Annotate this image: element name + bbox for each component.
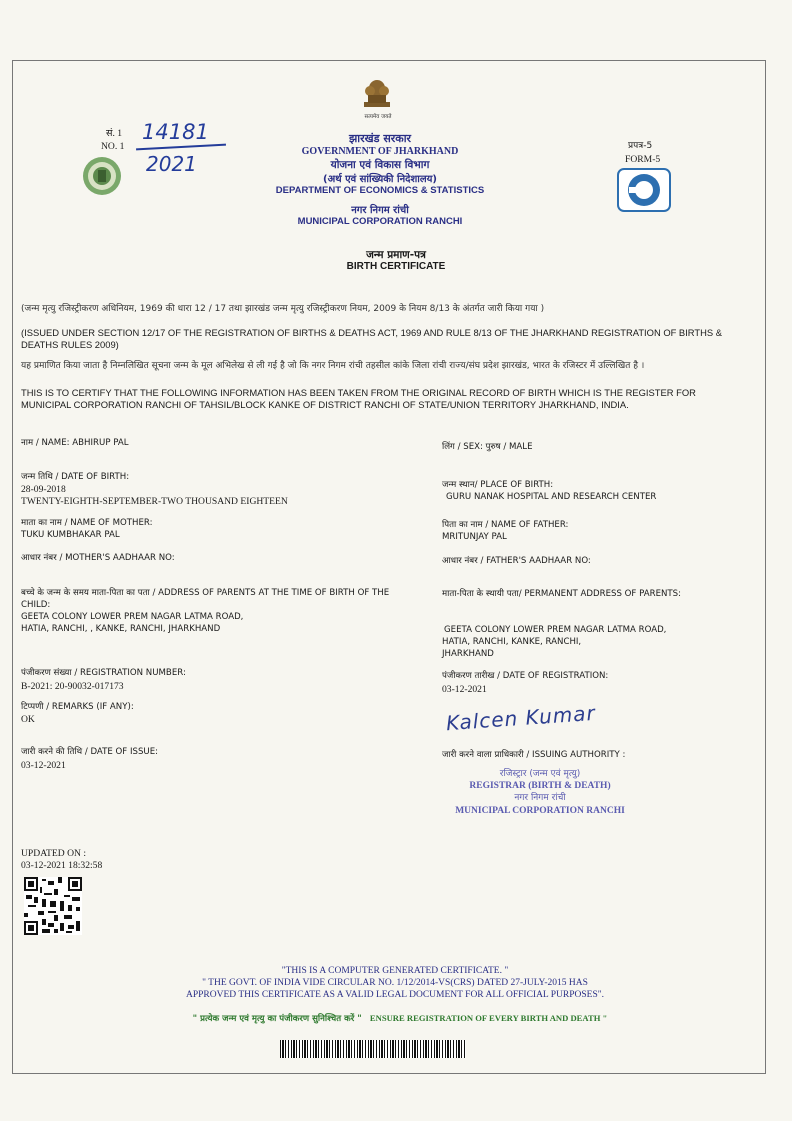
sex-value: पुरुष / MALE xyxy=(485,442,533,452)
crs-logo-icon xyxy=(617,168,671,212)
remarks-value: OK xyxy=(21,714,35,725)
signature: Kalcen Kumar xyxy=(445,700,597,736)
mother-label: माता का नाम / NAME OF MOTHER: xyxy=(21,518,153,528)
reg-no-value: B-2021: 20-90032-017173 xyxy=(21,681,124,692)
pob-label: जन्म स्थान/ PLACE OF BIRTH: xyxy=(442,480,554,490)
reg-no-label: पंजीकरण संख्या / REGISTRATION NUMBER: xyxy=(21,668,186,678)
authority-label: जारी करने वाला प्राधिकारी / ISSUING AUTHORITY : xyxy=(442,750,626,760)
registrar-stamp xyxy=(430,768,650,818)
issue-date-label: जारी करने की तिथि / DATE OF ISSUE: xyxy=(21,747,159,757)
issued-under-hi: (जन्म मृत्यु रजिस्ट्रीकरण अधिनियम, 1969 की धारा 12 / 17 तथा झारखंड जन्म मृत्यु रजिस्ट्रीकरण नियम, 2009 के नियम 8/13 के अंतर्गत जारी किया गया ) xyxy=(21,304,545,314)
reg-date-value: 03-12-2021 xyxy=(442,684,487,695)
perm-addr-label: माता-पिता के स्थायी पता/ PERMANENT ADDRESS OF PARENTS: xyxy=(442,589,682,599)
father-value: MRITUNJAY PAL xyxy=(442,532,507,542)
perm-addr-value-3: JHARKHAND xyxy=(442,649,494,659)
perm-addr-value-1: GEETA COLONY LOWER PREM NAGAR LATMA ROAD, xyxy=(444,625,667,635)
govt-hi: झारखंड सरकार xyxy=(348,132,412,145)
title-hi: जन्म प्रमाण-पत्र xyxy=(366,249,426,261)
stamp-line-4: MUNICIPAL CORPORATION RANCHI xyxy=(455,806,625,816)
sex-field xyxy=(442,442,533,454)
reg-date-label: पंजीकरण तारीख / DATE OF REGISTRATION: xyxy=(442,671,609,681)
stamp-line-3: नगर निगम रांची xyxy=(514,793,566,803)
serial-hand-year: 2021 xyxy=(146,152,197,176)
issued-under-en: (ISSUED UNDER SECTION 12/17 OF THE REGISTRATION OF BIRTHS & DEATHS ACT, 1969 AND RULE 8/13 OF THE JHARKHAND REGISTRATION OF BIRTHS & DEATHS RULES 2009) xyxy=(21,327,723,350)
addr-birth-value: GEETA COLONY LOWER PREM NAGAR LATMA ROAD, HATIA, RANCHI, , KANKE, RANCHI, JHARKHAND xyxy=(21,612,244,634)
dob-label: जन्म तिथि / DATE OF BIRTH: xyxy=(21,472,130,482)
perm-addr-value-2: HATIA, RANCHI, KANKE, RANCHI, xyxy=(442,637,582,647)
footer-line-2: " THE GOVT. OF INDIA VIDE CIRCULAR NO. 1/12/2014-VS(CRS) DATED 27-JULY-2015 HAS xyxy=(202,978,588,988)
updated-value: 03-12-2021 18:32:58 xyxy=(21,860,103,871)
dept-hi-1: योजना एवं विकास विभाग xyxy=(330,159,430,171)
father-aadhaar-label: आधार नंबर / FATHER'S AADHAAR NO: xyxy=(442,556,591,566)
dept-hi-2: (अर्थ एवं सांख्यिकी निदेशालय) xyxy=(323,174,437,185)
qr-code-icon xyxy=(24,877,82,935)
name-value: ABHIRUP PAL xyxy=(72,438,129,448)
stamp-line-1: रजिस्ट्रार (जन्म एवं मृत्यु) xyxy=(499,769,581,779)
slogan xyxy=(120,1012,680,1024)
jharkhand-seal-icon xyxy=(82,156,122,196)
dob-value: 28-09-2018 xyxy=(21,484,66,495)
slogan-en: ENSURE REGISTRATION OF EVERY BIRTH AND DEATH " xyxy=(369,1013,608,1023)
emblem-caption: सत्यमेव जयते xyxy=(364,114,392,120)
father-label: पिता का नाम / NAME OF FATHER: xyxy=(442,520,569,530)
sex-label: लिंग / SEX: xyxy=(442,442,486,452)
mother-aadhaar-label: आधार नंबर / MOTHER'S AADHAAR NO: xyxy=(21,553,175,563)
serial-label-hi: सं. 1 xyxy=(106,128,123,139)
national-emblem-icon xyxy=(360,76,394,112)
barcode-icon xyxy=(280,1040,466,1058)
form-hi: प्रपत्र-5 xyxy=(628,141,653,151)
certify-hi: यह प्रमाणित किया जाता है निम्नलिखित सूचना जन्म के मूल अभिलेख से ली गई है जो कि नगर निगम रांची तहसील कांके जिला रांची राज्य/संघ प्रदेश झारखंड, भारत के रजिस्टर में उल्लिखित है । xyxy=(21,361,645,371)
footer-line-1: "THIS IS A COMPUTER GENERATED CERTIFICATE. " xyxy=(281,966,509,976)
muni-en: MUNICIPAL CORPORATION RANCHI xyxy=(297,216,463,227)
certify-en: THIS IS TO CERTIFY THAT THE FOLLOWING INFORMATION HAS BEEN TAKEN FROM THE ORIGINAL RECORD OF BIRTH WHICH IS THE REGISTER FOR MUNICIPAL CORPORATION RANCHI OF TAHSIL/BLOCK KANKE OF DISTRICT RANCHI OF STATE/UNION TERRITORY JHARKHAND, INDIA. xyxy=(21,387,696,410)
name-label: नाम / NAME: xyxy=(21,438,73,448)
pob-value: GURU NANAK HOSPITAL AND RESEARCH CENTER xyxy=(446,492,657,502)
slogan-hi: " प्रत्येक जन्म एवं मृत्यु का पंजीकरण सुनिश्चित करें " xyxy=(192,1014,362,1024)
muni-hi: नगर निगम रांची xyxy=(351,205,409,216)
dob-words: TWENTY-EIGHTH-SEPTEMBER-TWO THOUSAND EIGHTEEN xyxy=(21,496,288,507)
form-en: FORM-5 xyxy=(625,154,661,165)
remarks-label: टिप्पणी / REMARKS (IF ANY): xyxy=(21,702,134,712)
addr-birth-label: बच्चे के जन्म के समय माता-पिता का पता / ADDRESS OF PARENTS AT THE TIME OF BIRTH OF THE CHILD: xyxy=(21,588,390,610)
footer-line-3: APPROVED THIS CERTIFICATE AS A VALID LEGAL DOCUMENT FOR ALL OFFICIAL PURPOSES". xyxy=(185,990,605,1000)
issue-date-value: 03-12-2021 xyxy=(21,760,66,771)
dept-en: DEPARTMENT OF ECONOMICS & STATISTICS xyxy=(275,185,485,196)
updated-label: UPDATED ON : xyxy=(21,848,87,859)
mother-value: TUKU KUMBHAKAR PAL xyxy=(21,530,120,540)
govt-en: GOVERNMENT OF JHARKHAND xyxy=(301,146,459,157)
name-field xyxy=(21,438,129,450)
stamp-line-2: REGISTRAR (BIRTH & DEATH) xyxy=(469,781,611,791)
serial-hand-number: 14181 xyxy=(142,120,209,144)
serial-label-en: NO. 1 xyxy=(101,141,125,152)
title-en: BIRTH CERTIFICATE xyxy=(346,261,446,272)
